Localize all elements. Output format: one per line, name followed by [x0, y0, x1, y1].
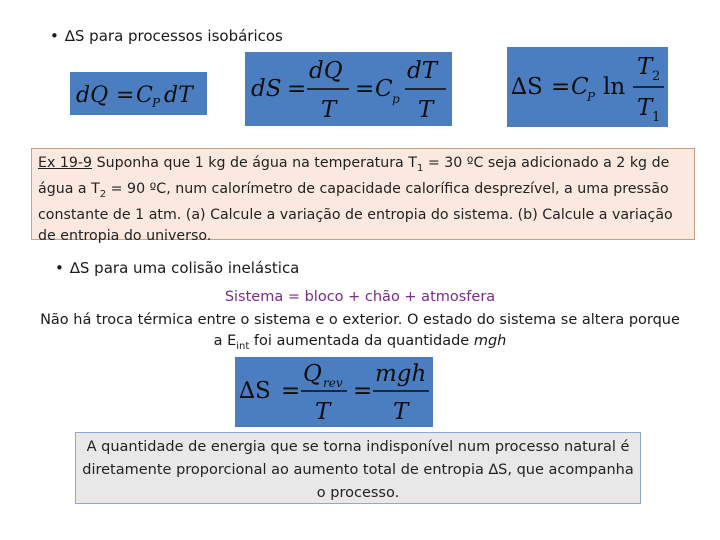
eq2-lhs: dS	[251, 76, 282, 102]
bullet-icon: •	[55, 259, 64, 277]
eq4-num1: Q	[303, 361, 322, 387]
section-title-collision: • ∆S para uma colisão inelástica	[55, 259, 300, 277]
heat-exchange-text: Não há troca térmica entre o sistema e o exterior. O estado do sistema se altera porque	[40, 312, 680, 328]
eq3-c: C	[571, 74, 589, 100]
eq3-lhs: ∆S	[511, 74, 543, 100]
eq2-num2: dT	[407, 58, 438, 84]
equation-ds-svg	[245, 52, 452, 126]
eq2-num1: dQ	[309, 58, 343, 84]
eq4-num2: mgh	[375, 361, 427, 387]
bullet-icon: •	[50, 27, 59, 45]
equation-delta-s-collision-svg	[235, 357, 433, 427]
equation-dq-svg	[70, 72, 207, 115]
eq1-lhs: dQ	[76, 83, 109, 108]
eq4-den2: T	[393, 399, 409, 425]
conclusion-box	[75, 432, 641, 504]
eq3-ln: ln	[603, 74, 626, 100]
section-title-isobaric: • ∆S para processos isobáricos	[50, 27, 283, 45]
eq2-den2: T	[418, 97, 434, 123]
eq4-num1-sub: rev	[323, 376, 343, 390]
eq1-sub: P	[152, 96, 161, 110]
eq2-c: C	[375, 76, 393, 102]
eq3-eq: =	[551, 74, 571, 100]
eq1-rhs: dT	[164, 83, 193, 108]
eq1-eq: =	[116, 83, 135, 108]
eq2-eq1: =	[287, 76, 307, 102]
example-box: Ex 19-9 Suponha que 1 kg de água na temperatura $T_1 = 30$ ºC seja adicionado a 2 kg de água a $T_2 = 90$ ºC, num calorímetro de capacidade calorífica desprezível, a uma pressão constante de 1 atm. (a) Calcule a variação de entropia do sistema. (b) Calcule a variação de entropia do universo.	[31, 148, 695, 240]
equation-delta-s-isobaric-svg	[507, 47, 668, 127]
eq2-sub: p	[392, 92, 400, 106]
eq3-num-sub: 2	[652, 69, 661, 84]
eint-text: a $E_{int}$ foi aumentada da quantidade mgh	[213, 333, 507, 352]
eq4-den1: T	[315, 399, 331, 425]
eq4-lhs: ∆S	[239, 378, 271, 404]
eq3-den-sub: 1	[652, 110, 661, 125]
eq3-den: T	[637, 95, 653, 121]
conclusion-text: A quantidade de energia que se torna indisponível num processo natural é diretamente proporcional ao aumento total de entropia ∆S, que acompanha o processo.	[82, 439, 634, 501]
eq4-eq1: =	[281, 378, 301, 404]
eq1-c: C	[136, 83, 153, 108]
system-definition: Sistema = bloco + chão + atmosfera	[224, 289, 496, 305]
example-label: Ex 19-9	[38, 155, 93, 171]
equation-dq	[70, 72, 207, 115]
eq3-num: T	[637, 54, 653, 80]
equation-delta-s-isobaric	[507, 47, 668, 127]
equation-delta-s-collision	[235, 357, 433, 427]
eq3-sub: P	[587, 90, 596, 104]
equation-ds	[245, 52, 452, 126]
eq2-eq2: =	[355, 76, 375, 102]
eq2-den1: T	[321, 97, 337, 123]
eq4-eq2: =	[353, 378, 373, 404]
